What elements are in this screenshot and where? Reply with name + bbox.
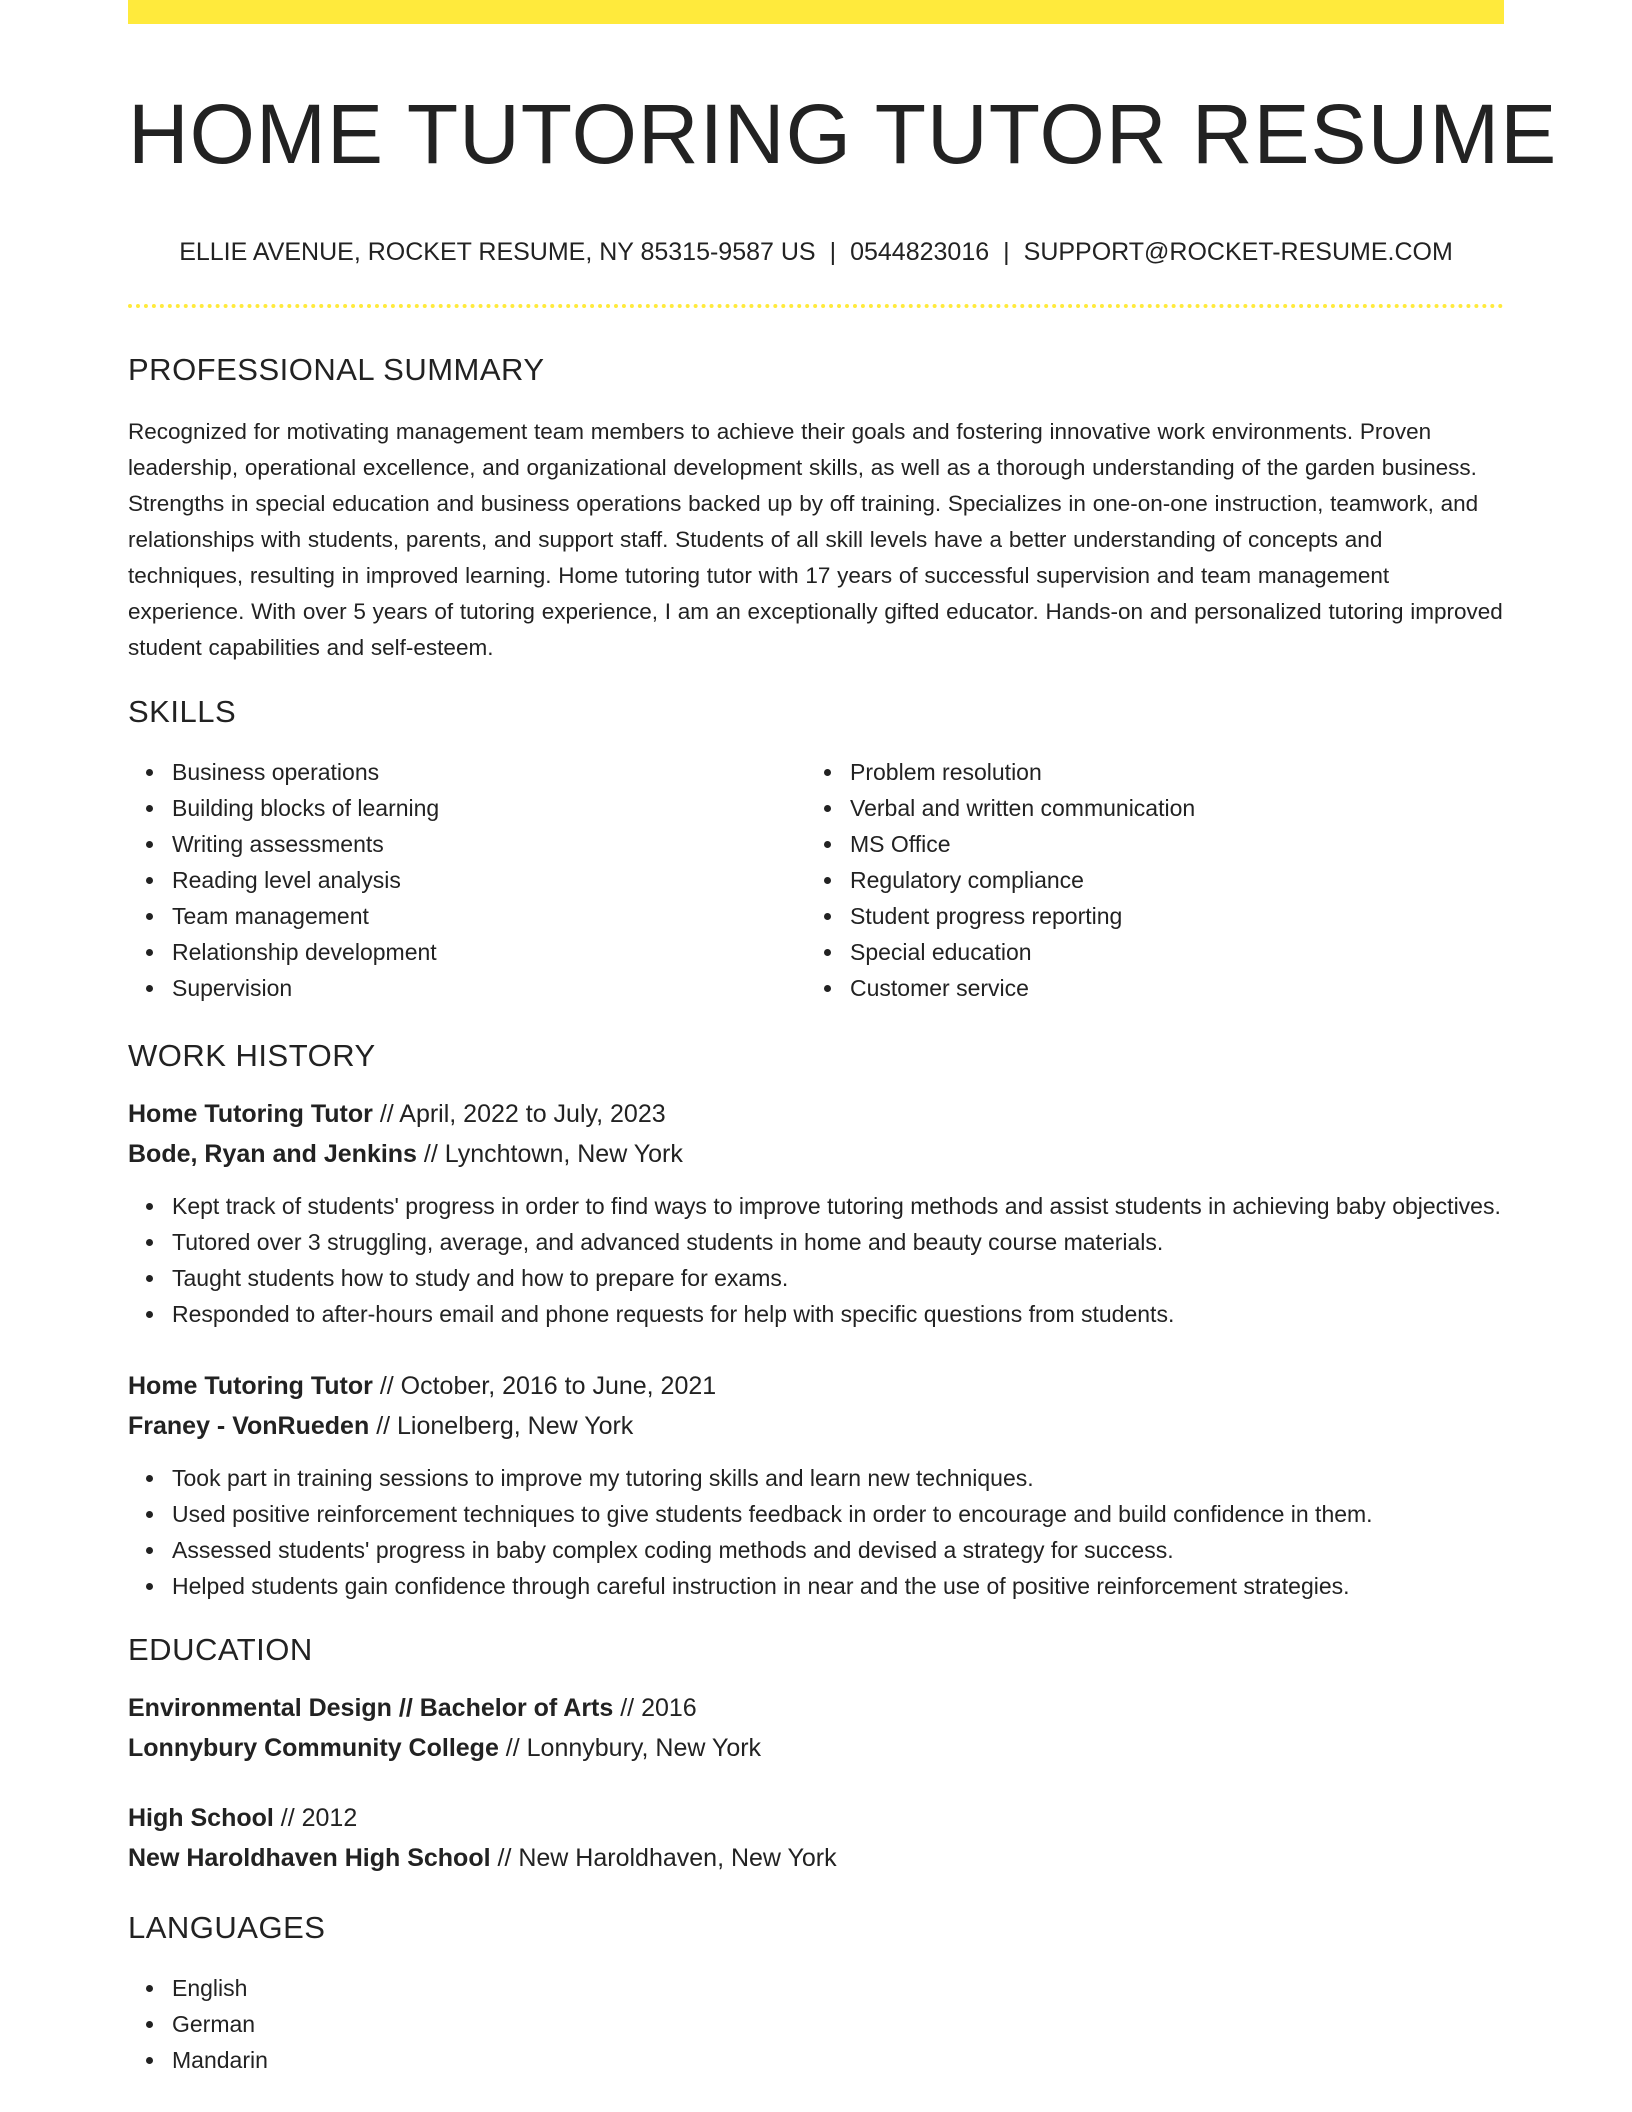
skill-item: Special education (850, 934, 1484, 970)
skill-item: Problem resolution (850, 754, 1484, 790)
education-degree: Environmental Design // Bachelor of Arts (128, 1694, 614, 1722)
resume-page (128, 0, 1558, 2078)
job-bullet: Responded to after-hours email and phone requests for help with specific questions from students. (172, 1296, 1504, 1332)
job-dates: // April, 2022 to July, 2023 (372, 1100, 666, 1128)
skills-heading: SKILLS (128, 694, 237, 729)
education-entry (128, 1688, 1504, 1768)
education-location: // New Haroldhaven, New York (490, 1844, 837, 1872)
education-heading: EDUCATION (128, 1632, 313, 1667)
skills-left-column (128, 754, 806, 1006)
education-year: // 2016 (613, 1694, 697, 1722)
contact-phone: 0544823016 (850, 238, 990, 266)
education-year: // 2012 (273, 1804, 358, 1832)
skills-right-column (806, 754, 1484, 1006)
education-degree-line (128, 1798, 1504, 1838)
summary-text: Recognized for motivating management team members to achieve their goals and fostering innovative work environments. Proven leadership, operational excellence, and organizational development skills, as well as a thorough understanding of the garden business. Strengths in special education and business operations backed up by off training. Specializes in one-on-one instruction, teamwork, and relationships with students, parents, and support staff. Students of all skill levels have a better understanding of concepts and techniques, resulting in improved learning. Home tutoring tutor with 17 years of successful supervision and team management experience. With over 5 years of tutoring experience, I am an exceptionally gifted educator. Hands-on and personalized tutoring improved student capabilities and self-esteem. (128, 419, 1503, 660)
skill-item: Business operations (172, 754, 806, 790)
job-bullet-list (128, 1188, 1504, 1332)
skill-item: Relationship development (172, 934, 806, 970)
job-bullet-list (128, 1460, 1504, 1604)
job-company-line (128, 1406, 1504, 1446)
skill-item: MS Office (850, 826, 1484, 862)
skill-item: Team management (172, 898, 806, 934)
job-title: Home Tutoring Tutor (128, 1100, 373, 1128)
education-degree: High School (128, 1804, 274, 1832)
languages-list (128, 1970, 1504, 2078)
skill-item: Customer service (850, 970, 1484, 1006)
contact-separator: | (1003, 238, 1010, 266)
job-location: // Lionelberg, New York (369, 1412, 634, 1440)
skill-item: Verbal and written communication (850, 790, 1484, 826)
job-bullet: Tutored over 3 struggling, average, and advanced students in home and beauty course materials. (172, 1224, 1504, 1260)
skill-item: Regulatory compliance (850, 862, 1484, 898)
job-company-line (128, 1134, 1504, 1174)
skills-grid (128, 754, 1504, 1006)
job-bullet: Used positive reinforcement techniques to give students feedback in order to encourage and build confidence in them. (172, 1496, 1504, 1532)
job-title-line (128, 1094, 1504, 1134)
dotted-divider (128, 304, 1504, 308)
education-location: // Lonnybury, New York (498, 1734, 762, 1762)
job-bullet: Took part in training sessions to improve my tutoring skills and learn new techniques. (172, 1460, 1504, 1496)
skill-item: Writing assessments (172, 826, 806, 862)
contact-separator: | (829, 238, 837, 266)
work-history-heading: WORK HISTORY (128, 1038, 376, 1073)
education-school: Lonnybury Community College (128, 1734, 499, 1762)
summary-heading: PROFESSIONAL SUMMARY (128, 352, 545, 387)
job-title-line (128, 1366, 1504, 1406)
job-dates: // October, 2016 to June, 2021 (372, 1372, 717, 1400)
skill-item: Building blocks of learning (172, 790, 806, 826)
education-school: New Haroldhaven High School (128, 1844, 491, 1872)
languages-heading: LANGUAGES (128, 1910, 326, 1945)
job-company: Franey - VonRueden (128, 1412, 370, 1440)
education-school-line (128, 1728, 1504, 1768)
skill-item: Supervision (172, 970, 806, 1006)
language-item: German (172, 2006, 1504, 2042)
job-title: Home Tutoring Tutor (128, 1372, 373, 1400)
job-company: Bode, Ryan and Jenkins (128, 1140, 417, 1168)
job-bullet: Kept track of students' progress in order to find ways to improve tutoring methods and assist students in achieving baby objectives. (172, 1188, 1504, 1224)
contact-address: ELLIE AVENUE, ROCKET RESUME, NY 85315-9587 US (179, 238, 816, 266)
language-item: Mandarin (172, 2042, 1504, 2078)
resume-title: HOME TUTORING TUTOR RESUME (128, 87, 1558, 181)
contact-email: SUPPORT@ROCKET-RESUME.COM (1023, 238, 1453, 266)
top-accent-bar (128, 0, 1504, 24)
job-bullet: Assessed students' progress in baby complex coding methods and devised a strategy for success. (172, 1532, 1504, 1568)
job-bullet: Helped students gain confidence through careful instruction in near and the use of positive reinforcement strategies. (172, 1568, 1504, 1604)
job-location: // Lynchtown, New York (416, 1140, 683, 1168)
education-school-line (128, 1838, 1504, 1878)
skill-item: Student progress reporting (850, 898, 1484, 934)
job-entry (128, 1094, 1504, 1332)
job-entry (128, 1366, 1504, 1604)
contact-line (128, 236, 1504, 268)
education-degree-line (128, 1688, 1504, 1728)
job-bullet: Taught students how to study and how to prepare for exams. (172, 1260, 1504, 1296)
skill-item: Reading level analysis (172, 862, 806, 898)
education-entry (128, 1798, 1504, 1878)
language-item: English (172, 1970, 1504, 2006)
